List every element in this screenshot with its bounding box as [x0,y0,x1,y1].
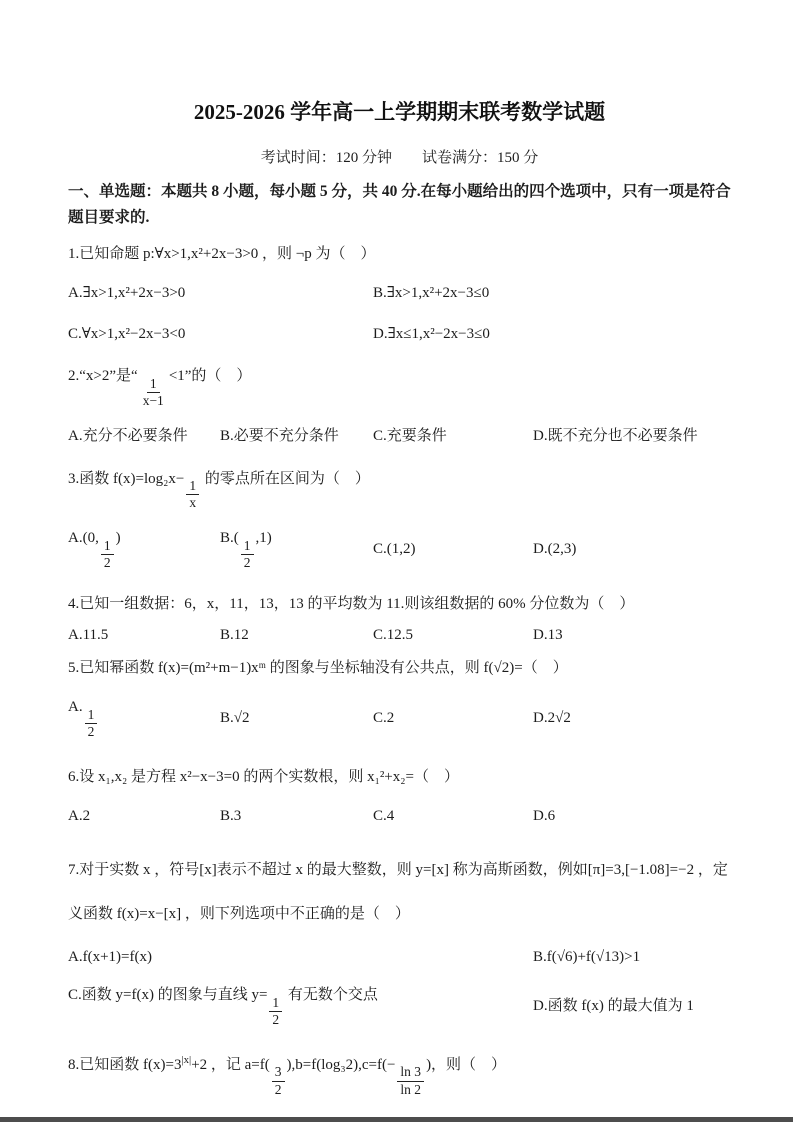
question-3-option-a: A.(0, $\frac{1}{2}$ ) [68,530,121,570]
question-6-stem: 6.设 x₁,x₂ 是方程 x²−x−3=0 的两个实数根，则 x₁²+x₂=（ ） [68,768,459,785]
question-2-option-b: B.必要不充分条件 [220,428,339,445]
question-4-option-d: D.13 [533,627,563,644]
question-6-option-d: D.6 [533,808,556,825]
question-3-options [68,527,731,571]
question-6-option-b: B.3 [220,808,242,825]
question-5-options [68,696,731,740]
question-1-stem: 1.已知命题 p:∀x>1,x²+2x−3>0 ，则 ¬p 为（ ） [68,246,376,262]
question-5-option-b: B.√2 [220,709,250,726]
question-4 [68,593,731,647]
question-7-option-a: A.f(x+1)=f(x) [68,948,152,965]
question-7 [68,848,731,1028]
question-1-option-a: A.∃x>1,x²+2x−3>0 [68,285,186,302]
exam-info: 考试时间：120 分钟 试卷满分：150 分 [260,150,539,166]
question-6-options [68,805,731,828]
question-2-option-d: D.既不充分也不必要条件 [533,428,698,445]
question-7-option-d: D.函数 f(x) 的最大值为 1 [533,997,694,1014]
question-8-stem: 8.已知函数 $f(x)=3^{|x|}+2$ ，记 a=f( $\frac{3}{2}$ ),b=f(log₃2),c=f(− $\frac{\ln 3}{\ln 2}$ )，则（ ） [68,1053,507,1097]
question-5-option-d: D.2√2 [533,709,571,726]
question-3-option-c: C.(1,2) [373,540,416,557]
question-1 [68,243,731,345]
question-6 [68,766,731,828]
question-2-options [68,425,731,448]
question-5-option-c: C.2 [373,709,395,726]
question-1-option-c: C.∀x>1,x²−2x−3<0 [68,325,186,342]
question-4-option-a: A.11.5 [68,627,109,644]
question-4-option-c: C.12.5 [373,627,414,644]
question-3 [68,468,731,572]
page-title: 2025-2026 学年高一上学期期末联考数学试题 [193,100,606,124]
question-5-stem: 5.已知幂函数 f(x)=(m²+m−1)xᵐ 的图象与坐标轴没有公共点，则 f(√2)=（ ） [68,659,568,676]
bottom-edge-bar [0,1117,793,1122]
question-2-option-a: A.充分不必要条件 [68,428,188,445]
question-7-option-c: C.函数 y=f(x) 的图象与直线 y= $\frac{1}{2}$ 有无数个交点 [68,987,378,1027]
question-5 [68,657,731,740]
question-3-option-b: B.( $\frac{1}{2}$ ,1) [220,530,272,570]
question-7-options [68,946,731,1028]
question-6-option-a: A.2 [68,808,91,825]
question-1-option-b: B.∃x>1,x²+2x−3≤0 [373,285,490,302]
question-4-stem: 4.已知一组数据：6，x，11，13，13 的平均数为 11.则该组数据的 60% 分位数为（ ） [68,596,635,613]
question-7-option-b: B.f(√6)+f(√13)>1 [533,948,641,965]
question-7-stem: 7.对于实数 x ，符号[x]表示不超过 x 的最大整数，则 y=[x] 称为高斯函数，例如[π]=3,[−1.08]=−2 ，定义函数 f(x)=x−[x] ，则下列选项中不正确的是（ ） [68,861,728,922]
question-4-options [68,624,731,647]
question-2-option-c: C.充要条件 [373,428,447,445]
question-8 [68,1052,731,1098]
question-2-stem: 2.“x>2”是“ $\frac{1}{x-1}$ <1”的（ ） [68,368,252,408]
question-3-option-d: D.(2,3) [533,540,577,557]
question-6-option-c: C.4 [373,808,395,825]
question-3-stem: 3.函数 f(x)=log₂x− $\frac{1}{x}$ 的零点所在区间为（ ） [68,470,370,511]
question-1-option-d: D.∃x≤1,x²−2x−3≤0 [373,325,490,342]
question-2 [68,365,731,447]
question-1-options [68,282,731,345]
question-5-option-a: A. $\frac{1}{2}$ [68,696,220,740]
section-one-header: 一、单选题：本题共 8 小题，每小题 5 分，共 40 分.在每小题给出的四个选项中，只有一项是符合题目要求的. [68,183,731,226]
question-4-option-b: B.12 [220,627,249,644]
